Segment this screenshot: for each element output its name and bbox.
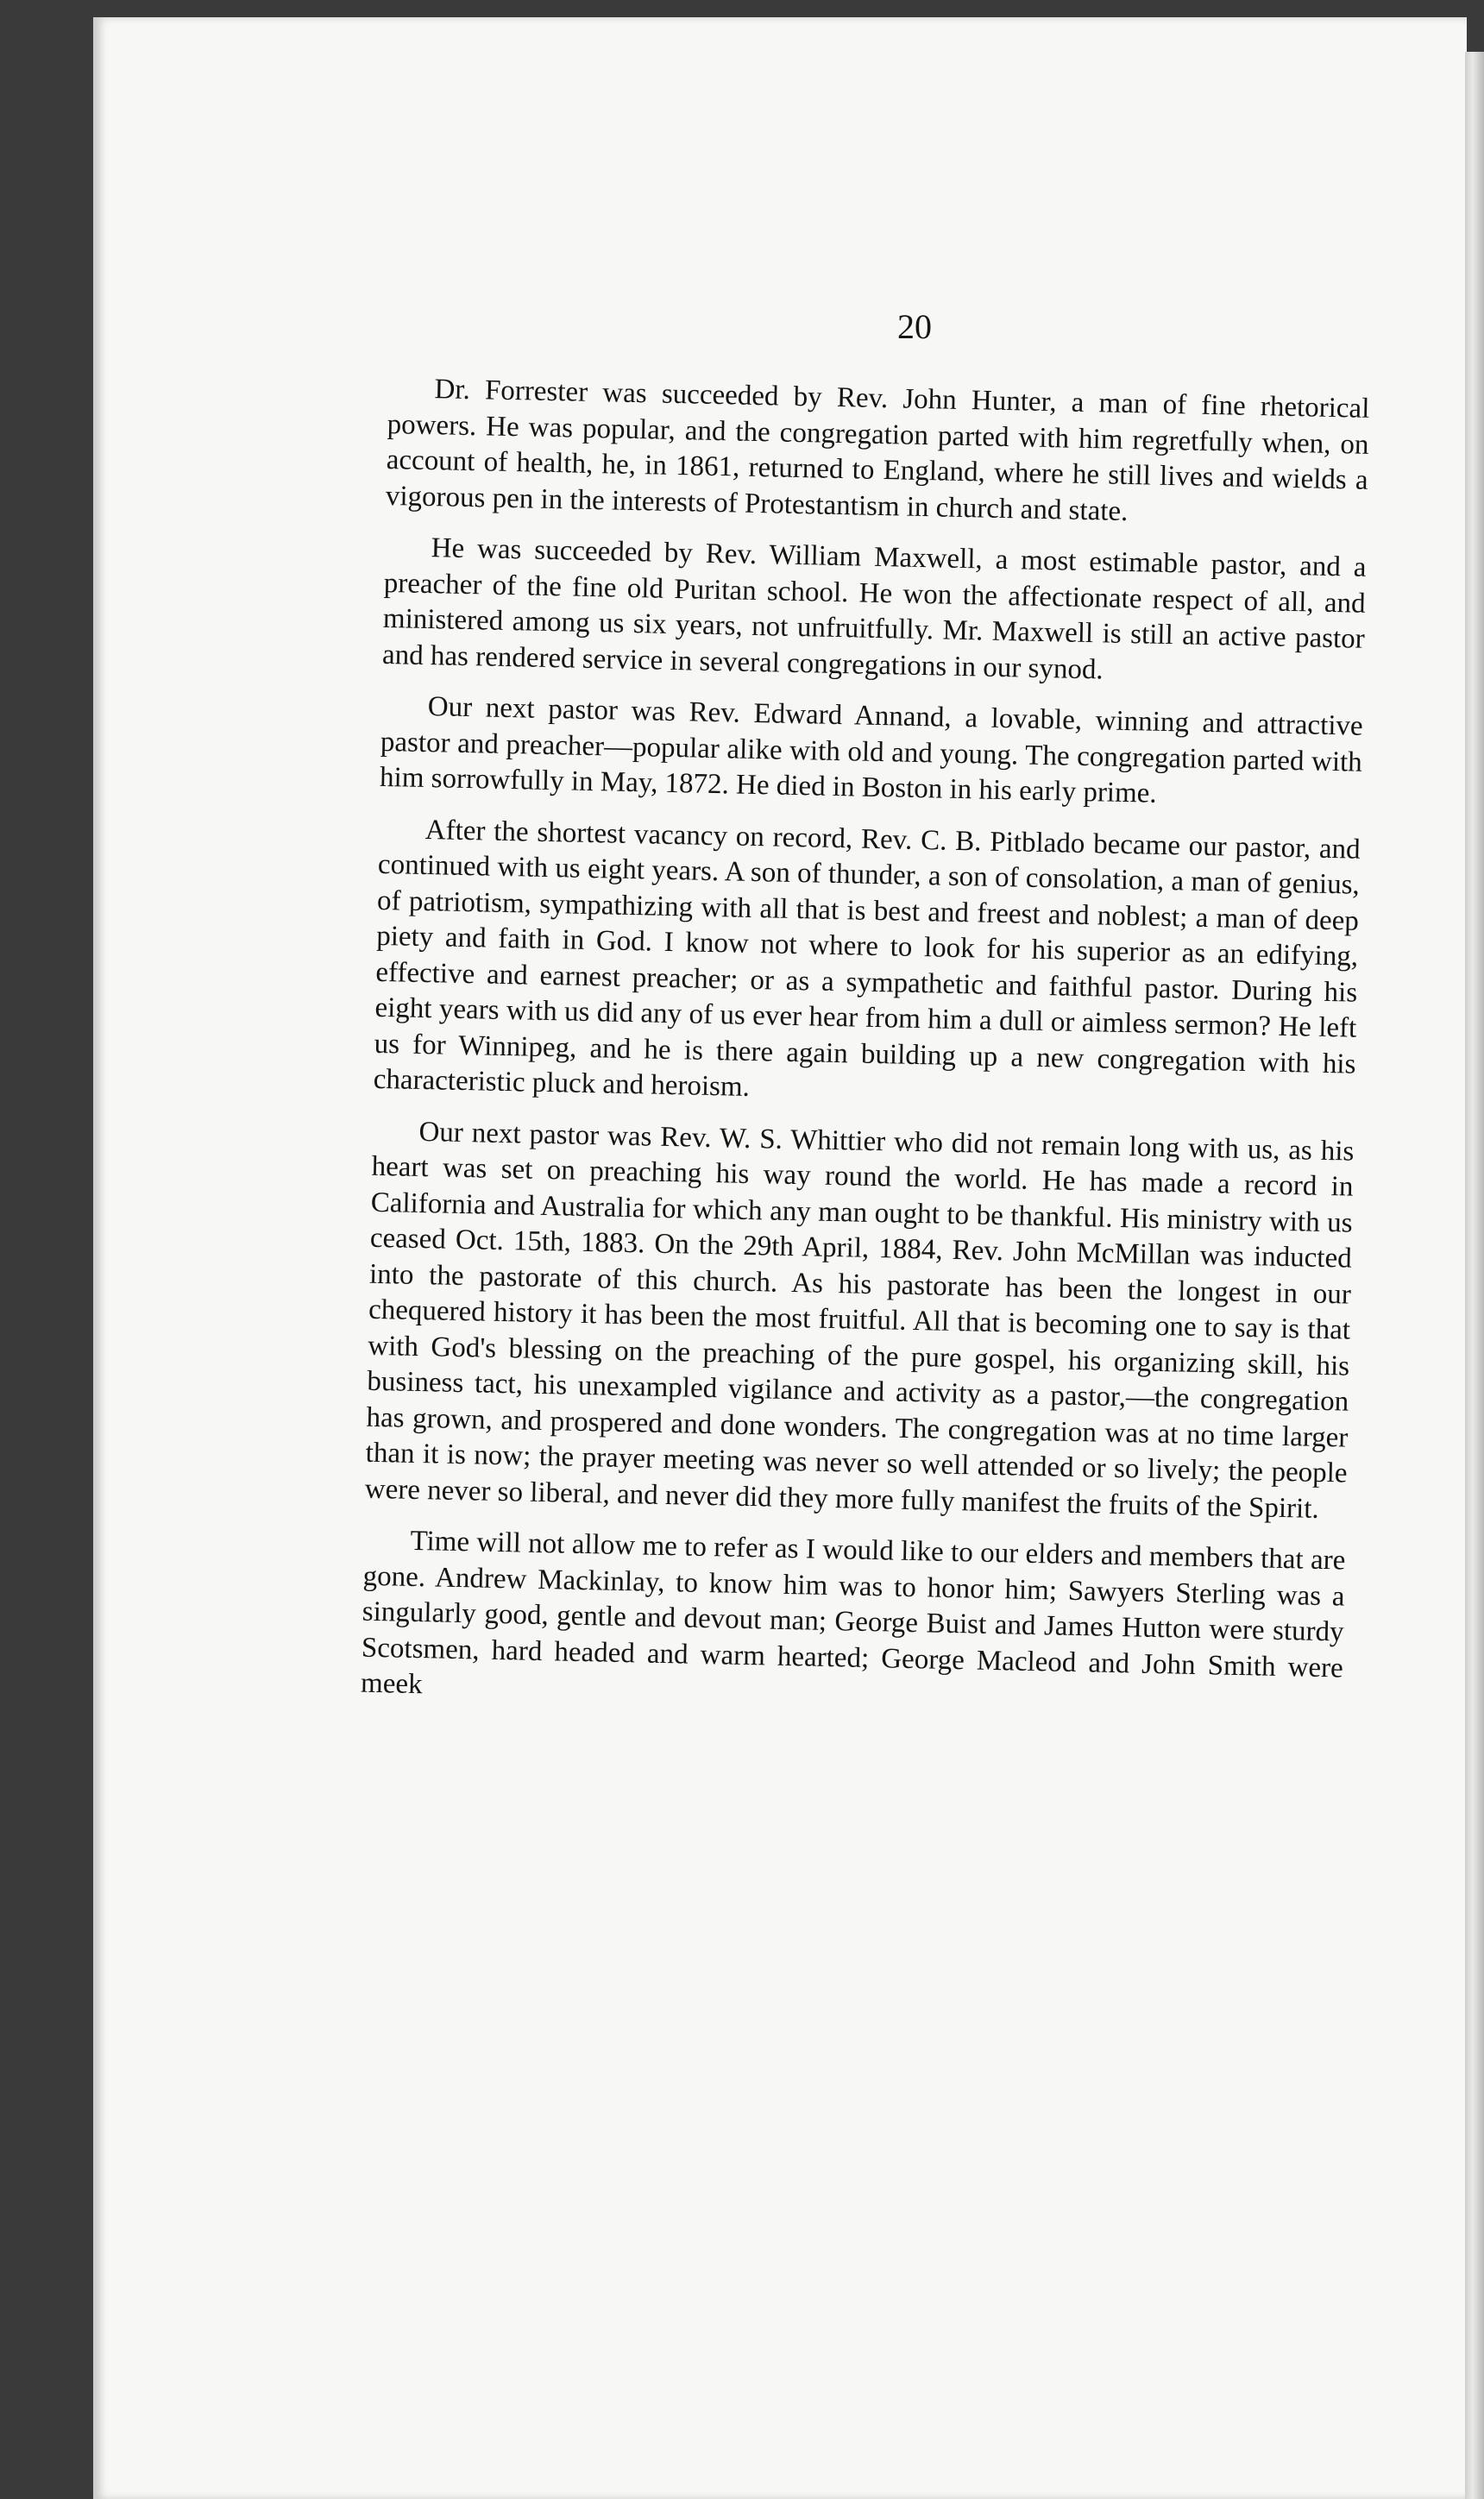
page-edge	[1465, 52, 1484, 2499]
paragraph-elders: Time will not allow me to refer as I would like to our elders and members that are gone. Andrew Mackinlay, to know him was to honor him; Sawyers Sterling was a singularly good, gentle and devout man; George Buist and James Hutton were sturdy Scotsmen, hard headed and warm hearted; George Macleod and John Smith were meek	[360, 1525, 1346, 1701]
paragraph-pitblado: After the shortest vacancy on record, Rev. C. B. Pitblado became our pastor, and continued with us eight years. A son of thunder, a son of consolation, a man of genius, of patriotism, sympathizing with all that is best and freest and noblest; a man of deep piety and faith in God. I know not where to look for his superior as an edifying, effective and earnest preacher; or as a sympathetic and faithful pastor. During his eight years with us did any of us ever hear from him a dull or aimless sermon? He left us for Winnipeg, and he is there again building up a new congregation with his characteristic pluck and heroism.	[373, 814, 1361, 1103]
paragraph-annand: Our next pastor was Rev. Edward Annand, a lovable, winning and attractive pastor and preacher—popular alike with old and young. The congregation parted with him sorrowfully in May, 1872. He died in Boston in his early prime.	[379, 691, 1364, 809]
paragraph-maxwell: He was succeeded by Rev. William Maxwell, a most estimable pastor, and a preacher of the fine old Puritan school. He won the affectionate respect of all, and ministered among us six years, not unfruitfully. Mr. Maxwell is still an active pastor and has rendered service in several congregations in our synod.	[381, 532, 1367, 685]
paragraph-hunter: Dr. Forrester was succeeded by Rev. John Hunter, a man of fine rhetorical powers. He was popular, and the congregation parted with him regretfully when, on account of health, he, in 1861, returned to England, where he still lives and wields a vigorous pen in the interests of Protestantism in church and state.	[385, 374, 1370, 527]
paragraph-whittier-mcmillan: Our next pastor was Rev. W. S. Whittier who did not remain long with us, as his heart was set on preaching his way round the world. He has made a record in California and Australia for which any man ought to be thankful. His ministry with us ceased Oct. 15th, 1883. On the 29th April, 1884, Rev. John McMillan was inducted into the pastorate of this church. As his pastorate has been the longest in our chequered history it has been the most fruitful. All that is becoming one to say is that with God's blessing on the preaching of the pure gospel, his organizing skill, his business tact, his unexampled vigilance and activity as a pastor,—the congregation has grown, and prospered and done wonders. The congregation was at no time larger than it is now; the prayer meeting was never so well attended or so lively; the people were never so liberal, and never did they more fully manifest the fruits of the Spirit.	[364, 1116, 1355, 1525]
body-text	[360, 371, 1369, 1738]
page-number: 20	[897, 307, 932, 346]
